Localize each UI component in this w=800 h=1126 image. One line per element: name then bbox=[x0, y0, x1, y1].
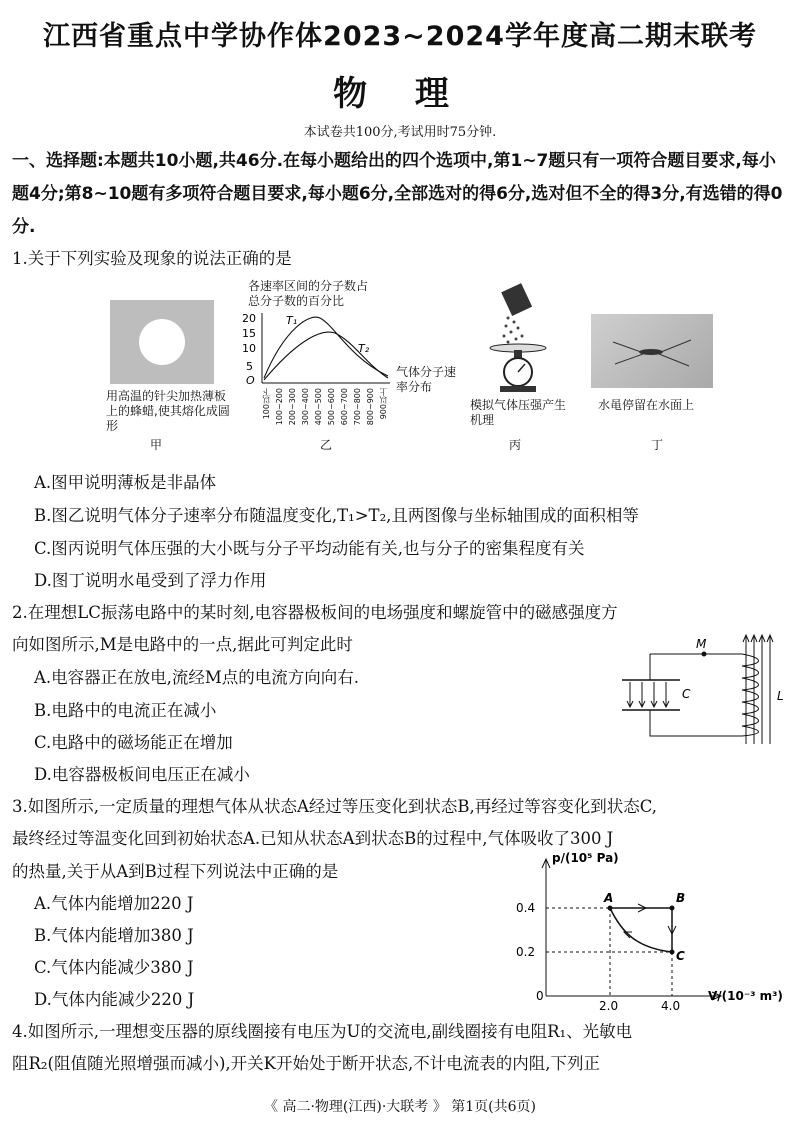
pv-guide-lines bbox=[546, 908, 672, 996]
fig-yi-ytick: 15 bbox=[242, 327, 256, 340]
wire-bottom bbox=[650, 710, 742, 736]
fig-yi-title: 各速率区间的分子数占总分子数的百分比 bbox=[248, 279, 369, 308]
q2-option-d: D.电容器极板间电压正在减小 bbox=[34, 765, 250, 784]
curve-t2 bbox=[264, 332, 388, 380]
q1-option-a: A.图甲说明薄板是非晶体 bbox=[34, 473, 217, 492]
pv-xlabel: V/(10⁻³ m³) bbox=[708, 989, 783, 1003]
fig-jia-plate bbox=[110, 300, 214, 384]
exam-title: 江西省重点中学协作体2023~2024学年度高二期末联考 bbox=[43, 21, 757, 52]
pv-ytick-02: 0.2 bbox=[516, 945, 536, 959]
pv-xtick-20: 2.0 bbox=[599, 999, 619, 1010]
fig-ding-label: 丁 bbox=[651, 438, 664, 452]
process-ca bbox=[610, 908, 672, 952]
fig-yi-xtick: 300~400 bbox=[301, 388, 310, 426]
fig-ding-water-strider-photo bbox=[591, 314, 713, 388]
label-t2: T₂ bbox=[358, 342, 370, 355]
electric-field-arrows bbox=[627, 682, 669, 707]
scale-base bbox=[500, 386, 536, 392]
q1-option-d: D.图丁说明水黾受到了浮力作用 bbox=[34, 571, 267, 590]
q1-stem: 1.关于下列实验及现象的说法正确的是 bbox=[12, 249, 292, 268]
exam-note: 本试卷共100分,考试用时75分钟. bbox=[303, 125, 497, 140]
fig-yi-xtick: 100~200 bbox=[275, 388, 284, 426]
label-c: C bbox=[682, 687, 691, 701]
fig-yi-xtick: 700~800 bbox=[353, 388, 362, 426]
q1-option-b: B.图乙说明气体分子速率分布随温度变化,T₁>T₂,且两图像与坐标轴围成的面积相等 bbox=[34, 506, 639, 525]
page-footer: 《 高二·物理(江西)·大联考 》 第1页(共6页) bbox=[264, 1099, 536, 1115]
fig-jia-caption: 用高温的针尖加热薄板上的蜂蜡,使其熔化成圆形 bbox=[106, 389, 230, 433]
fig-yi-ytick: 20 bbox=[242, 312, 256, 325]
scale-stem bbox=[514, 350, 522, 358]
q2-option-a: A.电容器正在放电,流经M点的电流方向向右. bbox=[34, 668, 360, 687]
section-one-instructions: 一、选择题:本题共10小题,共46分.在每小题给出的四个选项中,第1~7题只有一项符合题目要求,每小题4分;第8~10题有多项符合题目要求,每小题6分,全部选对的得6分,选对但不全的得3分,有选错的得0分. bbox=[12, 151, 783, 237]
pv-origin: 0 bbox=[536, 989, 544, 1003]
q3-option-c: C.气体内能减少380 J bbox=[34, 958, 194, 977]
q3-pv-graph bbox=[512, 848, 792, 1010]
fig-yi-xtick: 500~600 bbox=[327, 388, 336, 426]
fig-yi-xtick: 800~900 bbox=[366, 388, 375, 426]
state-a-dot bbox=[608, 906, 613, 911]
fig-yi-xtick: 200~300 bbox=[288, 388, 297, 426]
fig-yi-xtick: 900以上 bbox=[379, 388, 388, 420]
fig-yi-xtick: 100以下 bbox=[262, 388, 271, 420]
falling-beads bbox=[503, 317, 524, 344]
q3-option-b: B.气体内能增加380 J bbox=[34, 926, 194, 945]
pv-xtick-40: 4.0 bbox=[661, 999, 681, 1010]
label-c-state: C bbox=[676, 949, 685, 963]
fig-yi-xtick: 400~500 bbox=[314, 388, 323, 426]
curve-t1 bbox=[264, 317, 388, 378]
q4-stem-line1: 4.如图所示,一理想变压器的原线圈接有电压为U的交流电,副线圈接有电阻R₁、光敏电 bbox=[12, 1022, 633, 1041]
point-m bbox=[702, 652, 707, 657]
pouring-cup bbox=[501, 283, 532, 316]
fig-yi-ytick: 5 bbox=[246, 360, 253, 373]
melted-wax-circle bbox=[139, 319, 185, 365]
label-a: A bbox=[604, 891, 614, 905]
water-strider-icon bbox=[591, 314, 713, 388]
pv-ylabel: p/(10⁵ Pa) bbox=[552, 851, 619, 865]
label-b: B bbox=[676, 891, 686, 905]
fig-bing-caption: 模拟气体压强产生机理 bbox=[470, 398, 567, 427]
fig-yi-label: 乙 bbox=[320, 438, 333, 452]
label-t1: T₁ bbox=[286, 314, 298, 327]
fig-yi-xlabel: 气体分子速率分布 bbox=[396, 365, 457, 394]
fig-ding-caption: 水黾停留在水面上 bbox=[598, 398, 695, 412]
q2-stem-line1: 2.在理想LC振荡电路中的某时刻,电容器极板间的电场强度和螺旋管中的磁感强度方 bbox=[12, 603, 618, 622]
fig-bing-label: 丙 bbox=[509, 438, 522, 452]
q2-option-b: B.电路中的电流正在减小 bbox=[34, 701, 217, 720]
q2-stem-line2: 向如图所示,M是电路中的一点,据此可判定此时 bbox=[12, 635, 353, 654]
fig-bing-scale-pouring bbox=[478, 282, 558, 394]
q3-stem-line3: 的热量,关于从A到B过程下列说法中正确的是 bbox=[12, 862, 339, 881]
solenoid-coil bbox=[742, 654, 759, 736]
fig-yi-ytick: 10 bbox=[242, 342, 256, 355]
label-l: L bbox=[777, 689, 784, 703]
subject-title: 物 理 bbox=[333, 74, 467, 114]
fig-yi-xticks bbox=[260, 388, 400, 436]
pv-ytick-04: 0.4 bbox=[516, 901, 536, 915]
state-c-dot bbox=[670, 950, 675, 955]
q3-option-d: D.气体内能减少220 J bbox=[34, 990, 195, 1009]
q4-stem-line2: 阻R₂(阻值随光照增强而减小),开关K开始处于断开状态,不计电流表的内阻,下列正 bbox=[12, 1054, 600, 1073]
q2-option-c: C.电路中的磁场能正在增加 bbox=[34, 733, 233, 752]
q1-option-c: C.图丙说明气体压强的大小既与分子平均动能有关,也与分子的密集程度有关 bbox=[34, 539, 585, 558]
fig-jia-label: 甲 bbox=[150, 438, 163, 452]
fig-yi-xtick: 600~700 bbox=[340, 388, 349, 426]
q3-stem-line1: 3.如图所示,一定质量的理想气体从状态A经过等压变化到状态B,再经过等容变化到状态C, bbox=[12, 797, 658, 816]
label-m: M bbox=[696, 637, 707, 651]
fig-yi-origin: O bbox=[246, 374, 255, 387]
q3-stem-line2: 最终经过等温变化回到初始状态A.已知从状态A到状态B的过程中,气体吸收了300 J bbox=[12, 829, 614, 848]
state-b-dot bbox=[670, 906, 675, 911]
q2-lc-circuit bbox=[614, 632, 790, 748]
q3-option-a: A.气体内能增加220 J bbox=[34, 894, 194, 913]
